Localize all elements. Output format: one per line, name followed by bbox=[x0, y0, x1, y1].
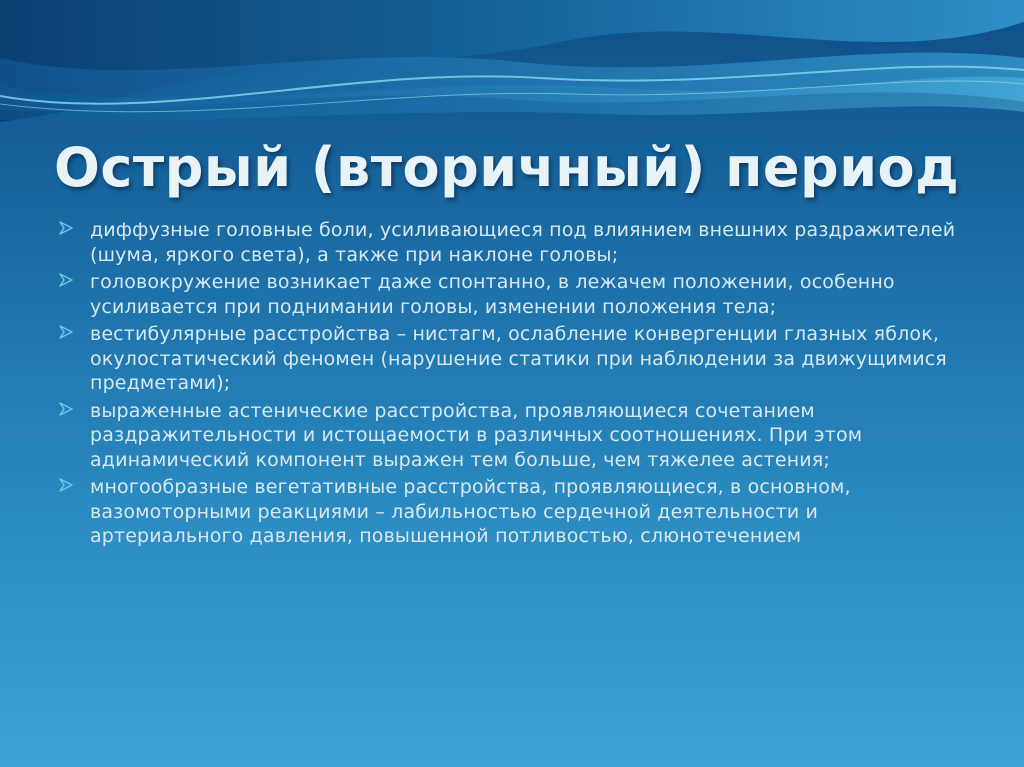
bullet-text: вестибулярные расстройства – нистагм, ослабление конвергенции глазных яблок, окулостатический феномен (нарушение статики при наблюдении за движущимися предметами); bbox=[90, 323, 947, 394]
list-item bbox=[58, 475, 973, 549]
bullet-text: диффузные головные боли, усиливающиеся под влиянием внешних раздражителей (шума, яркого света), а также при наклоне головы; bbox=[90, 219, 956, 266]
list-item bbox=[58, 218, 973, 267]
arrowhead-outline-icon bbox=[58, 272, 74, 288]
bullet-list bbox=[58, 218, 973, 552]
arrowhead-outline-icon bbox=[58, 477, 74, 493]
bullet-text: головокружение возникает даже спонтанно, в лежачем положении, особенно усиливается при поднимании головы, изменении положения тела; bbox=[90, 271, 895, 318]
bullet-text: многообразные вегетативные расстройства, проявляющиеся, в основном, вазомоторными реакциями – лабильностью сердечной деятельности и артериального давления, повышенной потливостью, слюнотечением bbox=[90, 476, 851, 547]
arrowhead-outline-icon bbox=[58, 220, 74, 236]
arrowhead-outline-icon bbox=[58, 401, 74, 417]
list-item bbox=[58, 322, 973, 396]
slide-title: Острый (вторичный) период bbox=[54, 136, 960, 199]
list-item bbox=[58, 399, 973, 473]
bullet-text: выраженные астенические расстройства, проявляющиеся сочетанием раздражительности и истощаемости в различных соотношениях. При этом адинамический компонент выражен тем больше, чем тяжелее астения; bbox=[90, 399, 863, 471]
arrowhead-outline-icon bbox=[58, 324, 74, 340]
list-item bbox=[58, 270, 973, 319]
wave-banner bbox=[0, 0, 1024, 130]
